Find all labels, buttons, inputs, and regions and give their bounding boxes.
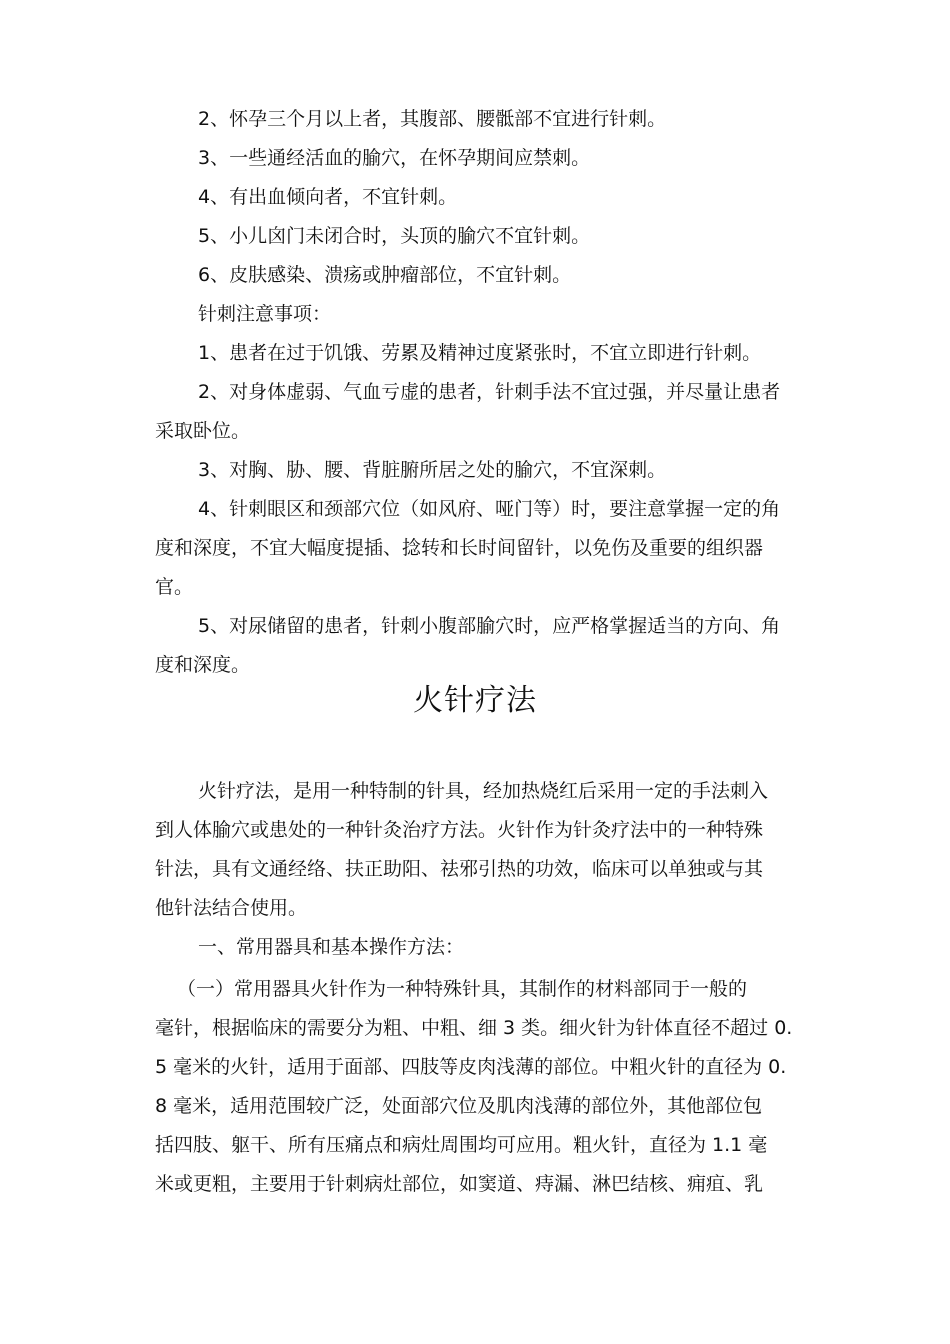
paragraph-line: （一）常用器具火针作为一种特殊针具，其制作的材料部同于一般的 bbox=[177, 978, 748, 1000]
paragraph-line: 毫针，根据临床的需要分为粗、中粗、细 3 类。细火针为针体直径不超过 0. bbox=[155, 1017, 793, 1039]
note-item-continuation: 官。 bbox=[155, 576, 194, 598]
paragraph-line: 火针疗法，是用一种特制的针具，经加热烧红后采用一定的手法刺入 bbox=[198, 780, 769, 802]
note-item: 3、对胸、胁、腰、背脏腑所居之处的腧穴，不宜深刺。 bbox=[198, 459, 667, 481]
paragraph-line: 针法，具有文通经络、扶正助阳、祛邪引热的功效，临床可以单独或与其 bbox=[155, 858, 764, 880]
subheading: 一、常用器具和基本操作方法： bbox=[198, 936, 465, 958]
tools-paragraph bbox=[155, 970, 855, 1204]
note-item: 2、对身体虚弱、气血亏虚的患者，针刺手法不宜过强，并尽量让患者 bbox=[198, 381, 781, 403]
list-item: 6、皮肤感染、溃疡或肿瘤部位，不宜针刺。 bbox=[198, 264, 572, 286]
list-item: 2、怀孕三个月以上者，其腹部、腰骶部不宜进行针刺。 bbox=[198, 108, 667, 130]
note-item-continuation: 采取卧位。 bbox=[155, 420, 251, 442]
section-title: 火针疗法 bbox=[413, 683, 537, 718]
paragraph-line: 他针法结合使用。 bbox=[155, 897, 308, 919]
paragraph-line: 到人体腧穴或患处的一种针灸治疗方法。火针作为针灸疗法中的一种特殊 bbox=[155, 819, 764, 841]
paragraph-line: 米或更粗，主要用于针刺病灶部位，如窦道、痔漏、淋巴结核、痈疽、乳 bbox=[155, 1173, 764, 1195]
list-item: 4、有出血倾向者，不宜针刺。 bbox=[198, 186, 458, 208]
intro-paragraph bbox=[155, 772, 855, 967]
note-item: 1、患者在过于饥饿、劳累及精神过度紧张时，不宜立即进行针刺。 bbox=[198, 342, 762, 364]
notes-heading: 针刺注意事项： bbox=[198, 303, 332, 325]
note-item: 4、针刺眼区和颈部穴位（如风府、哑门等）时，要注意掌握一定的角 bbox=[198, 498, 781, 520]
paragraph-line: 5 毫米的火针，适用于面部、四肢等皮肉浅薄的部位。中粗火针的直径为 0. bbox=[155, 1056, 787, 1078]
contraindication-list bbox=[155, 100, 855, 685]
list-item: 3、一些通经活血的腧穴，在怀孕期间应禁刺。 bbox=[198, 147, 591, 169]
paragraph-line: 括四肢、躯干、所有压痛点和病灶周围均可应用。粗火针，直径为 1.1 毫 bbox=[155, 1134, 768, 1156]
note-item: 5、对尿储留的患者，针刺小腹部腧穴时，应严格掌握适当的方向、角 bbox=[198, 615, 781, 637]
note-item-continuation: 度和深度。 bbox=[155, 654, 251, 676]
paragraph-line: 8 毫米，适用范围较广泛，处面部穴位及肌肉浅薄的部位外，其他部位包 bbox=[155, 1095, 763, 1117]
note-item-continuation: 度和深度，不宜大幅度提插、捻转和长时间留针，以免伤及重要的组织器 bbox=[155, 537, 764, 559]
list-item: 5、小儿囟门未闭合时，头顶的腧穴不宜针刺。 bbox=[198, 225, 591, 247]
